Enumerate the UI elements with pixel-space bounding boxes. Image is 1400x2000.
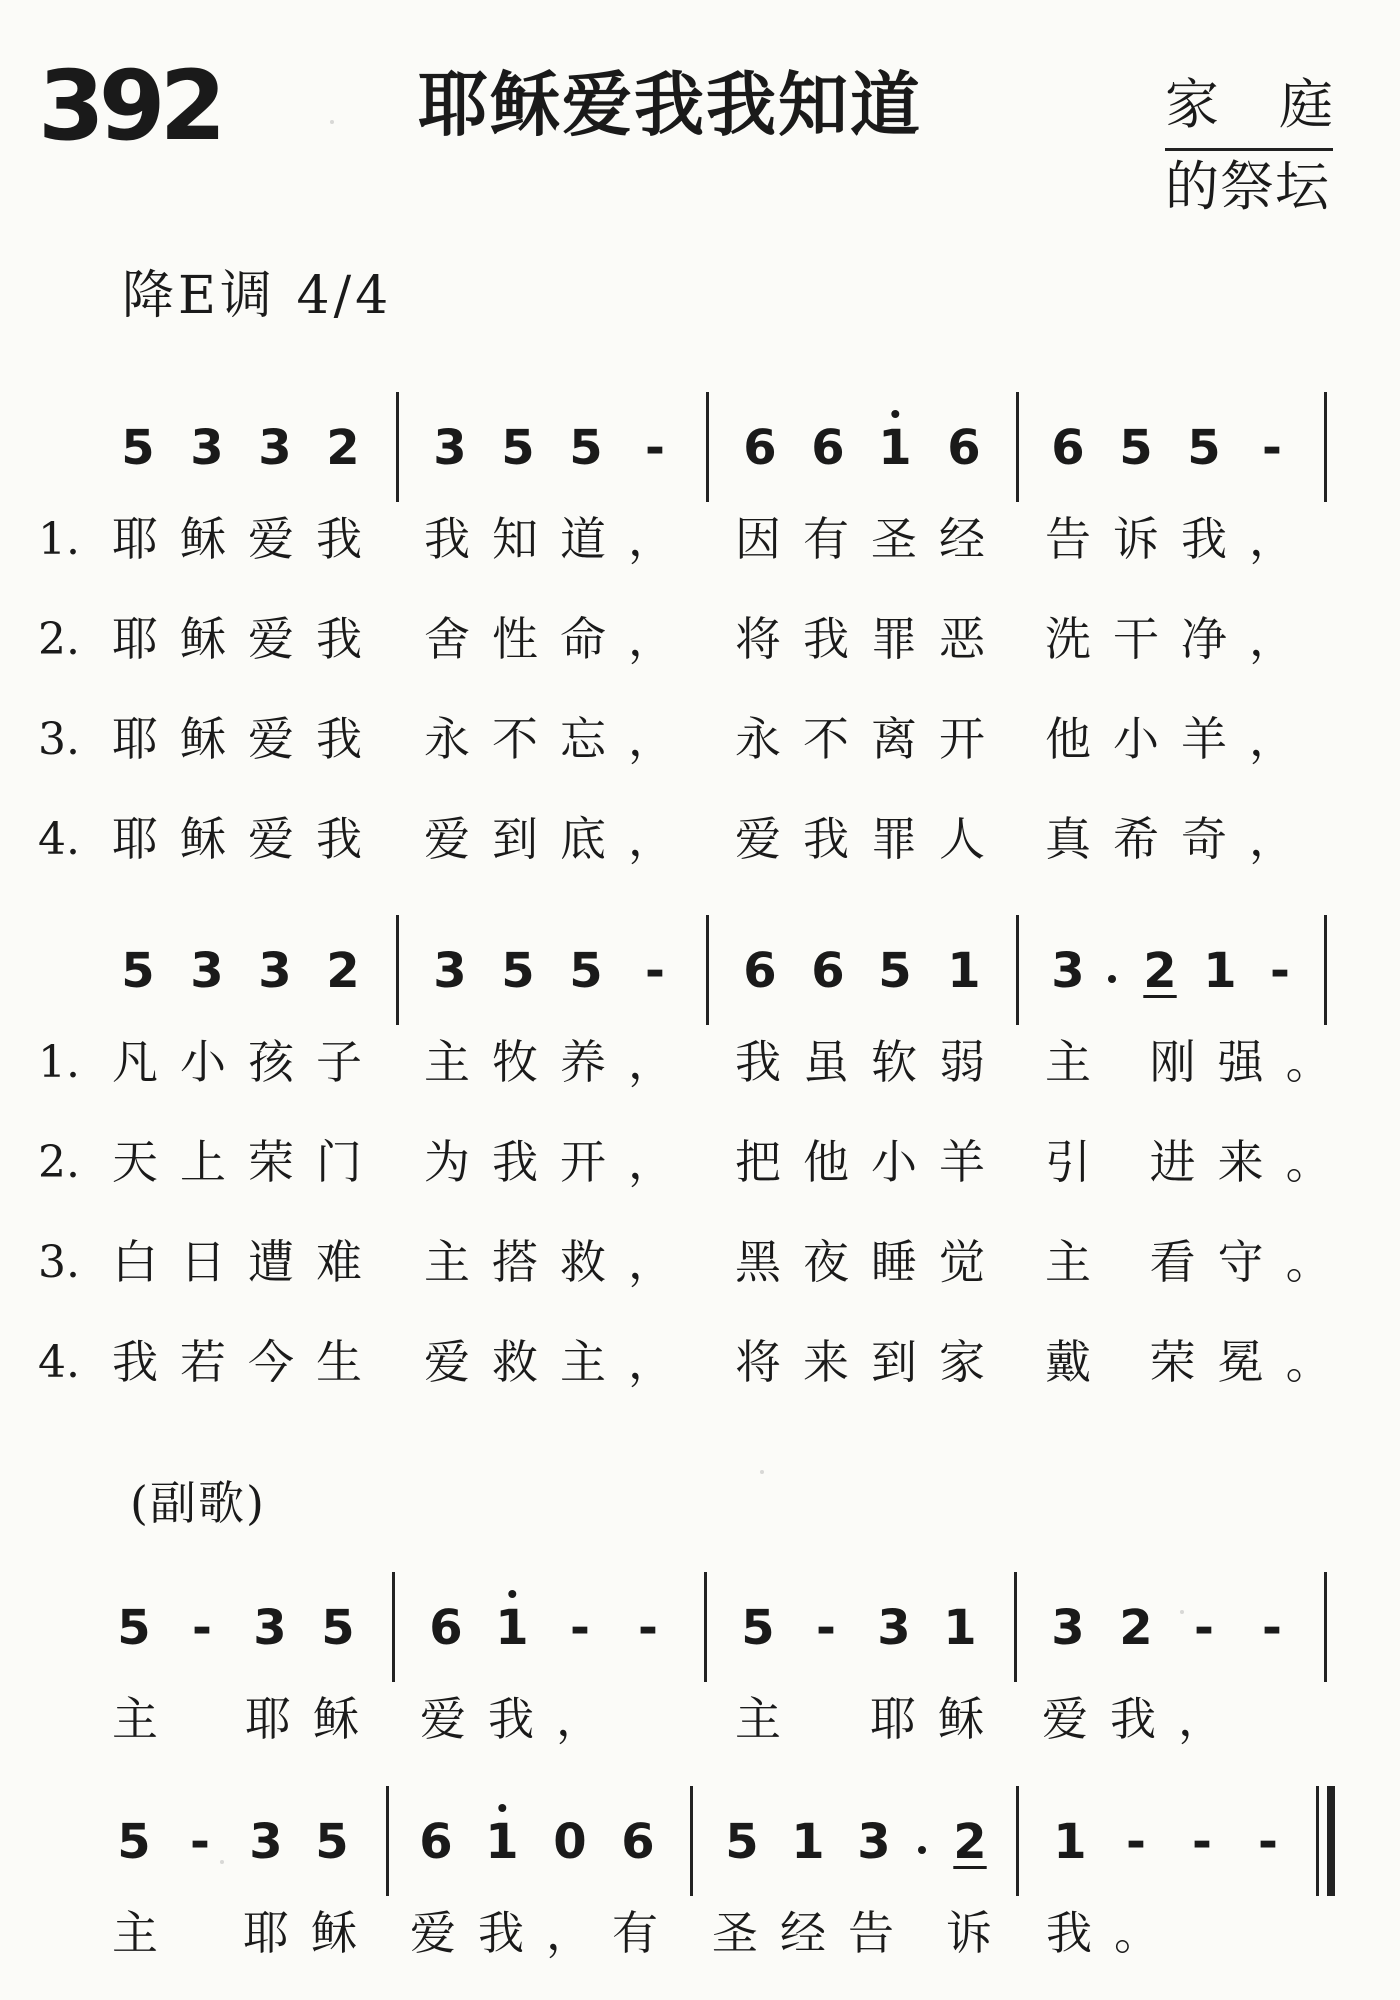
print-speck [760, 1470, 764, 1474]
note-dash: - [570, 1600, 590, 1656]
lyric-segment: 主 刚强。 [1045, 1035, 1354, 1089]
lyric-segment: 主 [112, 1906, 180, 1960]
note: 5 [878, 943, 912, 999]
lyric-segment: 耶稣爱我 [112, 512, 384, 566]
verse-number: 2. [38, 614, 80, 665]
note: 5 [1187, 420, 1221, 476]
final-bar-thin [1316, 1786, 1319, 1896]
bar-line [396, 392, 399, 502]
bar-line [386, 1786, 389, 1896]
lyric-line-verse-3 [0, 1235, 1400, 1295]
bar-line [392, 1572, 395, 1682]
lyric-segment: 引 进来。 [1045, 1135, 1354, 1189]
source-char-2: 庭 [1279, 73, 1333, 136]
chorus-music-line-1 [0, 1572, 1400, 1682]
lyric-segment: 我若今生 [112, 1335, 384, 1389]
verse-number: 4. [38, 1337, 80, 1388]
bar-line [1016, 915, 1019, 1025]
lyric-segment: 耶稣 [245, 1692, 381, 1746]
lyric-segment: 爱救主， [424, 1335, 696, 1389]
source-char-1: 家 [1165, 73, 1219, 136]
verse-number: 1. [38, 1037, 80, 1088]
note: 5 [569, 943, 603, 999]
final-bar-thick [1327, 1786, 1335, 1896]
note: 5 [121, 943, 155, 999]
music-line-2 [0, 915, 1400, 1025]
note: 1 [947, 943, 981, 999]
note: 5 [569, 420, 603, 476]
note-eighth: 2 [1143, 943, 1177, 999]
lyric-segment: 戴 荣冕。 [1045, 1335, 1354, 1389]
source-divider [1165, 148, 1333, 151]
note: 6 [621, 1814, 655, 1870]
lyric-segment: 我知道， [424, 512, 696, 566]
note: 3 [258, 420, 292, 476]
lyric-segment: 爱我， [420, 1692, 624, 1746]
note: 3 [433, 420, 467, 476]
note: 6 [419, 1814, 453, 1870]
note-high: 1 [878, 420, 912, 476]
lyric-segment: 主搭救， [424, 1235, 696, 1289]
note: 5 [501, 943, 535, 999]
note-dash: - [192, 1600, 212, 1656]
lyric-segment: 天上荣门 [112, 1135, 384, 1189]
verse-number: 4. [38, 814, 80, 865]
verse-number: 3. [38, 714, 80, 765]
lyric-segment: 圣经告 [712, 1906, 916, 1960]
key-signature: 降E调 4/4 [122, 266, 393, 326]
note: 2 [1119, 1600, 1153, 1656]
bar-line [706, 915, 709, 1025]
note: 1 [943, 1600, 977, 1656]
note-dash: - [1270, 943, 1290, 999]
lyric-segment: 洗干净， [1045, 612, 1317, 666]
note-eighth: 2 [953, 1814, 987, 1870]
bar-line [1016, 1786, 1019, 1896]
lyric-segment: 诉 [946, 1906, 1014, 1960]
bar-line [704, 1572, 707, 1682]
lyric-segment: 主 看守。 [1045, 1235, 1354, 1289]
note: 5 [117, 1600, 151, 1656]
note: 3 [253, 1600, 287, 1656]
print-speck [330, 120, 334, 124]
lyric-segment: 耶稣 [870, 1692, 1006, 1746]
note: 5 [501, 420, 535, 476]
bar-line [396, 915, 399, 1025]
note: 3 [1051, 1600, 1085, 1656]
chorus-label: (副歌) [130, 1476, 266, 1530]
note-dash: - [1126, 1814, 1146, 1870]
chorus-lyric-line-2 [0, 1906, 1400, 1966]
note: 3 [433, 943, 467, 999]
lyric-segment: 主 [735, 1692, 803, 1746]
bar-line [1324, 392, 1327, 502]
note: 6 [743, 943, 777, 999]
note: 6 [743, 420, 777, 476]
chorus-lyric-line-1 [0, 1692, 1400, 1752]
note: 1 [1053, 1814, 1087, 1870]
bar-line [1014, 1572, 1017, 1682]
print-speck [1180, 1610, 1184, 1614]
note: 6 [811, 420, 845, 476]
lyric-segment: 舍性命， [424, 612, 696, 666]
note: 0 [553, 1814, 587, 1870]
bar-line [706, 392, 709, 502]
source-label-line1 [1165, 73, 1333, 136]
lyric-segment: 告诉我， [1045, 512, 1317, 566]
print-speck [220, 1860, 224, 1864]
augmentation-dot [918, 1846, 926, 1854]
note: 6 [429, 1600, 463, 1656]
lyric-segment: 他小羊， [1045, 712, 1317, 766]
note-dash: - [1262, 420, 1282, 476]
note: 3 [258, 943, 292, 999]
note: 1 [1203, 943, 1237, 999]
note: 3 [1051, 943, 1085, 999]
note: 5 [117, 1814, 151, 1870]
bar-line [690, 1786, 693, 1896]
lyric-segment: 耶稣爱我 [112, 812, 384, 866]
hymn-number: 392 [38, 50, 221, 162]
lyric-segment: 将来到家 [735, 1335, 1007, 1389]
note-dash: - [1258, 1814, 1278, 1870]
verse-number: 2. [38, 1137, 80, 1188]
verse-number: 1. [38, 514, 80, 565]
lyric-segment: 永不离开 [735, 712, 1007, 766]
lyric-segment: 爱我， [1042, 1692, 1246, 1746]
note-dash: - [1194, 1600, 1214, 1656]
note: 5 [321, 1600, 355, 1656]
note-dash: - [816, 1600, 836, 1656]
lyric-line-verse-2 [0, 612, 1400, 672]
lyric-line-verse-2 [0, 1135, 1400, 1195]
note: 3 [249, 1814, 283, 1870]
bar-line [1324, 915, 1327, 1025]
note-dash: - [645, 943, 665, 999]
note: 3 [857, 1814, 891, 1870]
note: 5 [741, 1600, 775, 1656]
note: 3 [190, 943, 224, 999]
bar-line [1324, 1572, 1327, 1682]
hymn-title: 耶稣爱我我知道 [418, 64, 922, 146]
note: 6 [947, 420, 981, 476]
note-high: 1 [495, 1600, 529, 1656]
note: 5 [1119, 420, 1153, 476]
note: 1 [791, 1814, 825, 1870]
lyric-segment: 因有圣经 [735, 512, 1007, 566]
lyric-segment: 耶稣爱我 [112, 712, 384, 766]
lyric-segment: 爱到底， [424, 812, 696, 866]
note: 5 [121, 420, 155, 476]
lyric-segment: 白日遭难 [112, 1235, 384, 1289]
note-dash: - [1192, 1814, 1212, 1870]
note: 6 [811, 943, 845, 999]
note: 5 [725, 1814, 759, 1870]
lyric-line-verse-4 [0, 812, 1400, 872]
lyric-segment: 将我罪恶 [735, 612, 1007, 666]
lyric-line-verse-1 [0, 1035, 1400, 1095]
note: 2 [326, 420, 360, 476]
lyric-segment: 爱我罪人 [735, 812, 1007, 866]
lyric-line-verse-1 [0, 512, 1400, 572]
lyric-segment: 凡小孩子 [112, 1035, 384, 1089]
lyric-segment: 我虽软弱 [735, 1035, 1007, 1089]
note: 3 [190, 420, 224, 476]
note-dash: - [645, 420, 665, 476]
verse-number: 3. [38, 1237, 80, 1288]
note: 3 [877, 1600, 911, 1656]
lyric-segment: 主 [112, 1692, 180, 1746]
lyric-segment: 永不忘， [424, 712, 696, 766]
note-dash: - [638, 1600, 658, 1656]
lyric-segment: 耶稣 [243, 1906, 379, 1960]
lyric-segment: 真希奇， [1045, 812, 1317, 866]
augmentation-dot [1108, 975, 1116, 983]
note-high: 1 [485, 1814, 519, 1870]
lyric-segment: 我。 [1046, 1906, 1182, 1960]
note-dash: - [190, 1814, 210, 1870]
lyric-segment: 爱我， [410, 1906, 614, 1960]
lyric-segment: 主牧养， [424, 1035, 696, 1089]
note: 2 [326, 943, 360, 999]
lyric-line-verse-3 [0, 712, 1400, 772]
lyric-line-verse-4 [0, 1335, 1400, 1395]
lyric-segment: 有 [612, 1906, 680, 1960]
lyric-segment: 耶稣爱我 [112, 612, 384, 666]
note: 6 [1051, 420, 1085, 476]
bar-line [1016, 392, 1019, 502]
lyric-segment: 把他小羊 [735, 1135, 1007, 1189]
chorus-music-line-2 [0, 1786, 1400, 1896]
lyric-segment: 黑夜睡觉 [735, 1235, 1007, 1289]
source-label-line2: 的祭坛 [1165, 155, 1330, 218]
note: 5 [315, 1814, 349, 1870]
music-line-1 [0, 392, 1400, 502]
lyric-segment: 为我开， [424, 1135, 696, 1189]
note-dash: - [1262, 1600, 1282, 1656]
